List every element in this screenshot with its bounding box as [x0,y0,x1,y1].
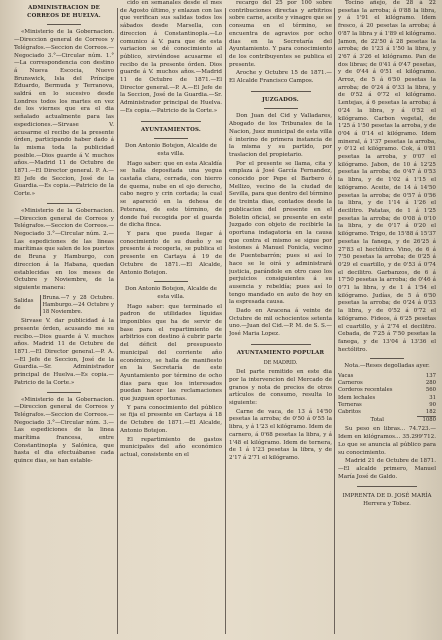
edict-2-body-3: El repartimiento de gastos municipales del año económico actual, consistente en el [120,436,222,458]
slaughter-table [338,373,436,424]
total-label: Total [370,417,384,424]
separator [154,138,188,139]
printer-imprint: IMPRENTA DE D. JOSÉ MARÍA Herrera y Tobez. [342,493,432,508]
column-rule [225,8,226,634]
row-label: Carneros [338,380,363,387]
column-rule [117,8,118,634]
column-2 [120,0,222,640]
closing-signature: Madrid 21 de Octubre de 1871.—El alcalde primero, Manuel María José de Galdo. [338,458,436,480]
table-row [338,380,436,387]
row-label: Corderos recentales [338,387,393,394]
circular-2-end: Sirvase V. dar publicidad á la presente órden, acusando me su recibo.—Dios guarde á V. muchos años. Madrid 11 de Octubre de 1871.—El Director general.—P. A.—El Jefe de Seccion, José de la Guardia.—Sr. Administrador principal de Huelva.—Es copia.—Patricio de la Corte.» [14,318,114,386]
row-value: 31 [429,394,436,401]
table-row [338,373,436,380]
edict-1-body-2: Y para que pueda llegar á conocimiento de su dueño y se presente á recogerla, se publica el presente en Cartaya á 19 de Octubre de 1871.—El Alcalde, Antonio Botejon. [120,230,222,276]
section-heading-ayuntamiento-madrid: AYUNTAMIENTO POPULAR [236,349,325,356]
row-value: 280 [425,380,436,387]
row-value: 90 [429,401,436,408]
column-rule [334,8,335,634]
separator [370,358,404,359]
juzgado-body: Por el presente se llama, cita y emplaza á José García Fernandez, conocido por Pepe el Barbero ó Mellizo, vecino de la ciudad de Sevilla, para que dentro del término de treinta dias, contados desde la publicacion del presente en el Boletin oficial, se presente en este Juzgado con objeto de recibirle la oportuna indagatoria en la causa que contra el mismo se sigue por lesiones á Manuel Fonicla, vecino de Puentebarrón; pues si así lo hace se le oirá y administrará justicia, parándole en otro caso los perjuicios consiguientes á su ausencia y rebeldía; pues así lo tengo mandado en auto de hoy en la espresada causa. [229,160,332,306]
double-separator [141,121,201,122]
table-row [338,395,436,402]
double-separator [251,91,311,92]
column-4 [338,0,436,640]
row-label: Vacas [338,373,354,380]
section-heading-ayuntamientos: AYUNTAMIENTOS. [141,126,201,133]
juzgado-signature: Dado en Aracena á veinte de Octubre de mil ochocientos setenta uno.—Juan del Cid.—P. M. de S. S.—José Maria Lopez. [229,308,332,338]
section-heading-juzgados: JUZGADOS. [262,96,299,103]
market-report-prices-2: Tocino añejo, de 28 á 22 pesetas la arroba; á 0'88 la libra, y á 1'91 el kilógramo. Idem fresco, á 20 pesetas la arroba; á 0'87 la libra y á 1'89 el kilógramo. Jamon, de 22'50 á 28 pesetas la arroba; de 1'23 á 1'50 la libra, y 2'67 á 3'26 el kilógramo. Pan de dos libras; de 0'41 á 0'47 pesetas, y de 0'44 á 0'51 el kilógramo. Arroz, de 5 á 6'50 pesetas la arroba; de 0'24 á 0'33 la libra, y de 0'52 á 0'72 el kilógramo. Lentejas, á 6 pesetas la arroba; á 0'24 la libra, y á 0'52 el kilógramo. Carbon vegetal, de 1'25 á 1'50 pesetas la arroba, y de 0'04 á 0'14 el kilógramo. Idem mineral, á 1'37 pesetas la arroba, y 0'12 el kilógramo. Cok, á 0'81 pesetas la arroba, y 0'07 el kilógramo. Jabon, de 10 á 12'25 pesetas la arroba; de 0'47 á 0'53 la libra, y de 1'02 á 1'15 el kilógramo. Aceite, de 14 á 14'50 pesetas la arroba; de 0'57 á 0'56 la libra, y de 1'14 á 1'26 el decilitro. Patatas, de 1 á 1'25 pesetas la arroba; de 0'08 á 0'10 la libra, y de 0'17 á 0'20 el kilógramo. Trigo, de 15'88 á 15'37 pesetas la fanega, y de 26'25 á 27'83 el hectólitro. Vino, de 6 á 7'50 pesetas la arroba; de 0'25 á 0'29 el cuartillo, y de 0'53 á 0'74 el decilitro. Garbanzos, de 6 á 17'50 pesetas la arroba; de 0'46 á 0'71 la libra, y de 1 á 1'54 el kilógramo. Judías, de 5 á 6'50 pesetas la arroba; de 0'24 á 0'33 la libra, y de 0'52 á 0'72 el kilógramo. Fideos, á 6'25 pesetas el cuartillo, y á 2'74 el decilitro. Cebada, de 7'25 á 7'50 pesetas la fanega, y de 13'04 á 13'36 el hectólitro. [338,0,436,353]
juzgado-title: Don Juan del Cid y Valladares, Abogado de los Tribunales de la Nacion, Juez municipal de esta villa é interino de primera instancia de la misma y su partido, por traslacion del propietario. [229,113,332,158]
aroche-signature: Aroche y Octubre 15 de 1871.—El Alcalde Francisco Campos. [229,70,332,85]
slaughter-table-title: Nota.—Reses degolladas ayer. [344,363,430,370]
circular-3: «Ministerio de la Gobernacion.—Direccion general de Correos y Telégrafos.—Seccion de Correos.—Negociado 3.°—Circular núm. 3.—Las espediciones de la linea marítima francesa, entre Constantinopla y Salónica, que hasta el dia efectuábanse cada quince dias, se han estable- [14,396,114,465]
edict-1-body: Hago saber: que en esta Alcaldía se halla depositada una yegua castaña clara, cerrada, con hierro de quema, nube en el ojo derecho, cabo negro y crin cortada; la cual se apareció en la dehesa de Peterana, de este término, de donde fué recogida por el guarda de dicha finca. [120,160,222,229]
edict-1-title: Don Antonio Botejon, Alcalde de esta villa. [125,143,217,157]
row-value: 560 [425,387,436,394]
double-separator [357,486,417,487]
table-row [338,409,436,417]
separator [264,108,298,109]
row-value: 182 [425,409,436,416]
column-1 [14,0,114,640]
separator [47,392,81,393]
section-subheading-madrid: DE MADRID. [263,359,298,366]
closing-note: Su peso en libras... 74.723.—Idem en kilógramos... 35.299'712. Lo que se anuncia al público para su conocimiento. [338,426,436,456]
edict-2-body: Hago saber: que terminado el padron de utilidades líquidas imponibles que ha de servir de base para el repartimiento de arbitrios con destino á cubrir parte del déficit del presupuesto municipal del corriente año económico, se halla de manifiesto en la Secretaría de este Ayuntamiento por término de ocho dias para que los interesados puedan hacer las reclamaciones que juzguen oportunas. [120,303,222,403]
table-total-row [338,417,436,425]
row-label: Cabritos [338,409,361,416]
edict-2-body-2: Y para conocimiento del público se fija el presente en Cartaya á 18 de Octubre de 1871.—El Alcalde, Antonio Botejon. [120,404,222,434]
edict-2-title: Don Antonio Botejon, Alcalde de esta villa. [125,286,217,300]
row-value: 137 [425,373,436,380]
row-label: Terneras [338,401,362,408]
table-row [338,402,436,409]
circular-1: «Ministerio de la Gobernacion.—Direccion general de Correos y Telégrafos.—Seccion de Correos.—Negociado 3.°—Circular núm. 1.°—La correspondencia con destino á Nueva Escocia, Nuevo Brunswick, Isla del Príncipe Eduardo, Bermuda y Terranova, saldrá en lo sucesivo desde Londres todos los martes en vez de los viernes que era el dia señalado actualmente para las espediciones.—Sirvase V. acusarme el recibo de la presente órden, participando haber dado á la misma toda la publicidad posible.—Dios guarde á V. muchos años.—Madrid 11 de Octubre de 1871.—El Director general. P. A.—El Jefe de Seccion, José de la Guardia.—Es copia.—Patricio de la Corte.» [14,29,114,198]
total-value: 1080 [417,417,436,425]
market-report-intro: Del parte remitido en este dia por la intervencion del Mercado de granos y nota de precios de otros artículos de consumo, resulta lo siguiente: [229,369,332,407]
table-row [338,387,436,394]
market-report-prices-1: Carne de vaca, de 13 á 14'50 pesetas la arroba; de 0'50 á 0'55 la libra, y á 1'23 el kilógramo. Idem de carnero, á 0'68 pesetas la libra, y á 1'48 el kilógramo. Idem de ternera, de 1 á 1'23 pesetas la libra, y de 2'17 á 2'71 el kilógramo. [229,408,332,461]
aroche-notice: recargo del 25 por 100 sobre contribuciones directas y arbitrios sobre carne, aceite y vinagre que se consuma en el término, se encuentra de agravios por ocho dias en la Secretaría del Ayuntamiento. Y para conocimiento de los contribuyentes se publica el presente. [229,0,332,68]
separator [47,203,81,204]
sailings-dates: Bruna.—7 y 28 Octubre. Hamburgo.—24 Octubre y 18 Noviembre. [40,295,114,317]
sailings-label: Salidas de [14,298,34,312]
separator [154,281,188,282]
circular-2: «Ministerio de la Gobernacion.—Direccion general de Correos y Telégrafos.—Seccion de Correos.—Negociado 3.°—Circular núm. 2.—Las espediciones de las lineas marítimas que salen de los puertos de Bruna y Hamburgo, con direccion á la Habana, quedan establecidas en los meses de Octubre y Noviembre, de la siguiente manera: [14,207,114,291]
column-3 [229,0,332,640]
sailings-table [14,295,114,317]
separator [47,24,81,25]
circular-3-cont: cido en semanales desde el mes de Agosto último, y enlazan con las que verifican sus salidas todos los sábados desde Marsella, con direccion á Constantinopla.—Lo comunico á V. para que de esta variacion se dé conocimiento al público, sirviéndose acusarme el recibo de la presente órden. Dios guarde á V. muchos años.—Madrid 11 de Octubre de 1871.—El Director general.—P. A.—El Jefe de la Seccion, José de la Guardia.—Sr. Administrador principal de Huelva.—Es copia.—Patricio de la Corte.» [120,0,222,114]
double-separator [251,344,311,345]
section-heading-correos: ADMINISTRACION DE CORREOS DE HUELVA. [27,5,101,19]
row-label: Idem lechales [338,394,376,401]
